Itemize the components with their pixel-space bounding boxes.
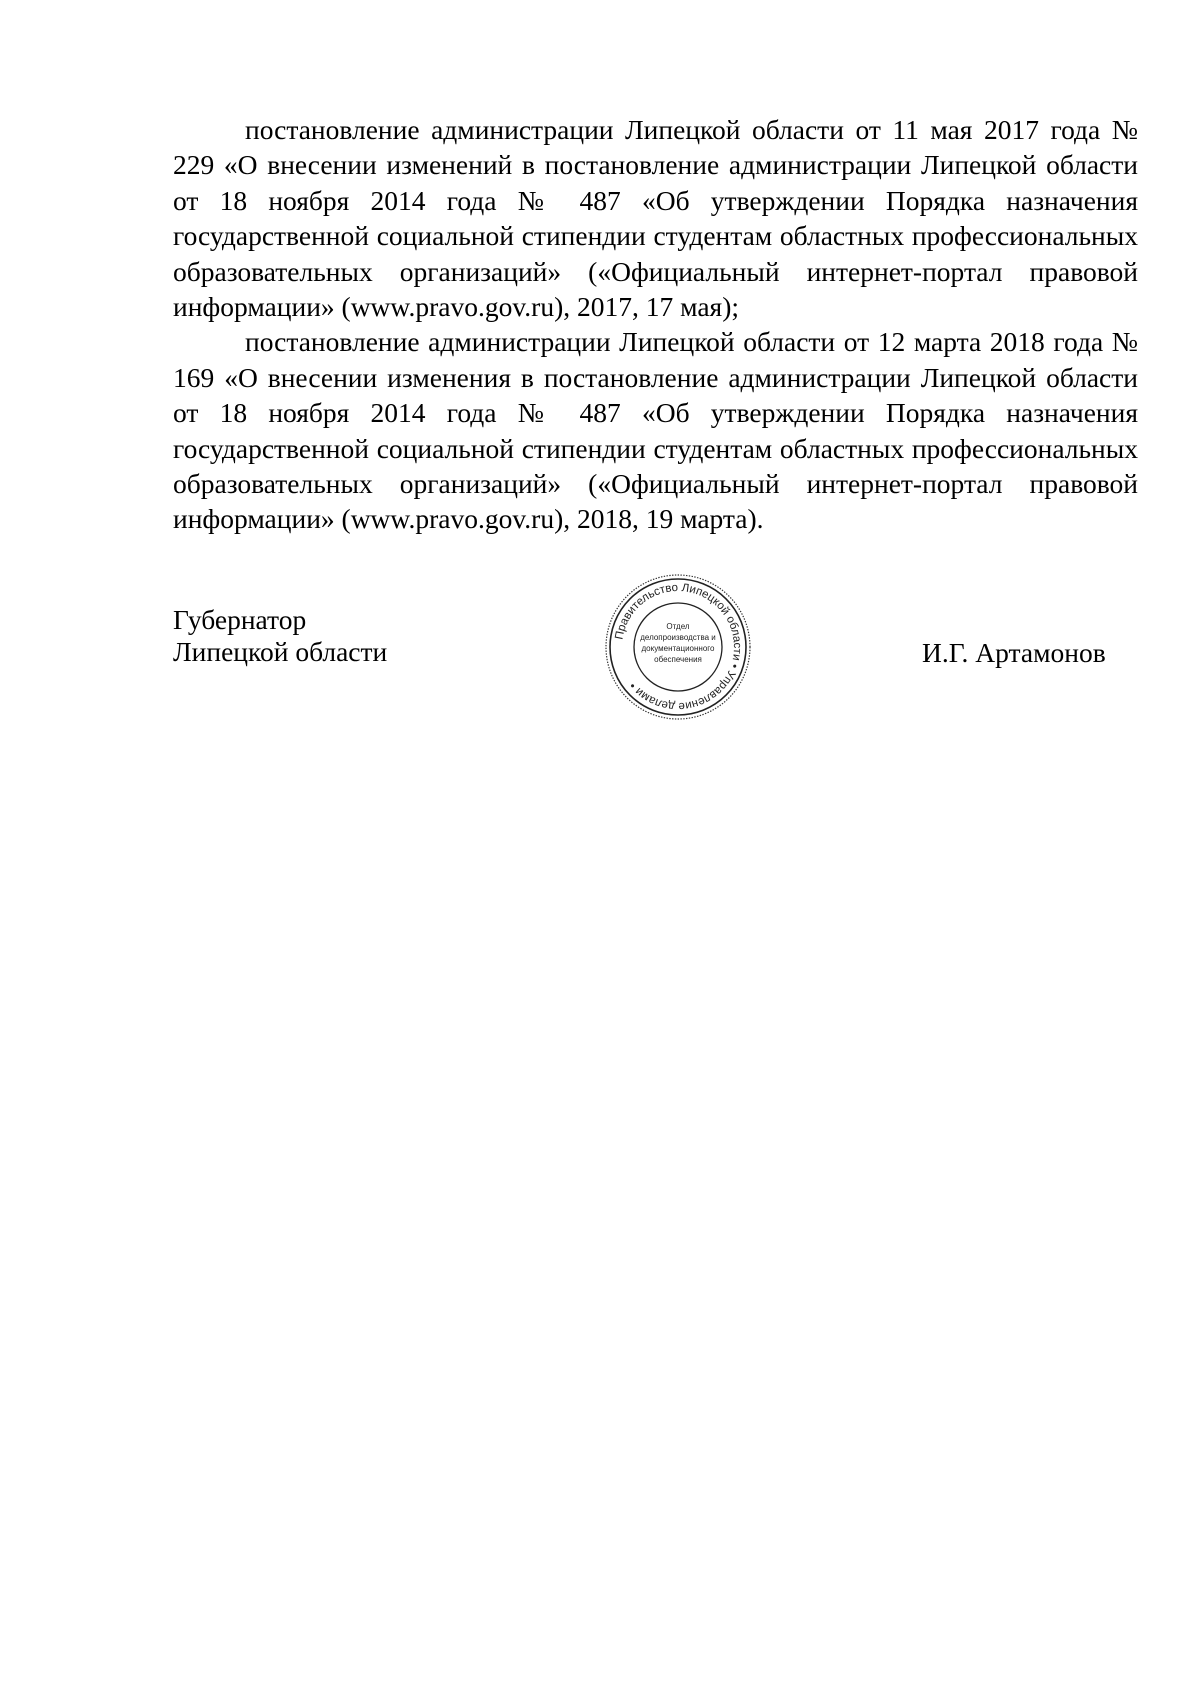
stamp-ring-text: Правительство Липецкой области • Управление делами •: [613, 581, 744, 713]
stamp-center-line2: делопроизводства и: [640, 633, 716, 642]
document-body: [173, 112, 1138, 537]
stamp-center-line1: Отдел: [666, 622, 690, 631]
stamp-center-line3: документационного: [641, 644, 715, 653]
official-stamp: [603, 572, 753, 722]
signatory-title-line1: Губернатор: [173, 604, 307, 635]
signatory-title-line2: Липецкой области: [173, 636, 388, 667]
signatory-title: [173, 604, 387, 668]
paragraph-resolution-2018: постановление администрации Липецкой области от 12 марта 2018 года № 169 «О внесении изменения в постановление администрации Липецкой области от 18 ноября 2014 года № 487 «Об утверждении Порядка назначения государственной социальной стипендии студентам областных профессиональных образовательных организаций» («Официальный интернет-портал правовой информации» (www.pravo.gov.ru), 2018, 19 марта).: [173, 326, 1138, 535]
paragraph-resolution-2017: постановление администрации Липецкой области от 11 мая 2017 года № 229 «О внесении изменений в постановление администрации Липецкой области от 18 ноября 2014 года № 487 «Об утверждении Порядка назначения государственной социальной стипендии студентам областных профессиональных образовательных организаций» («Официальный интернет-портал правовой информации» (www.pravo.gov.ru), 2017, 17 мая);: [173, 114, 1138, 323]
signatory-name: И.Г. Артамонов: [922, 637, 1106, 668]
stamp-center-line4: обеспечения: [654, 655, 702, 664]
